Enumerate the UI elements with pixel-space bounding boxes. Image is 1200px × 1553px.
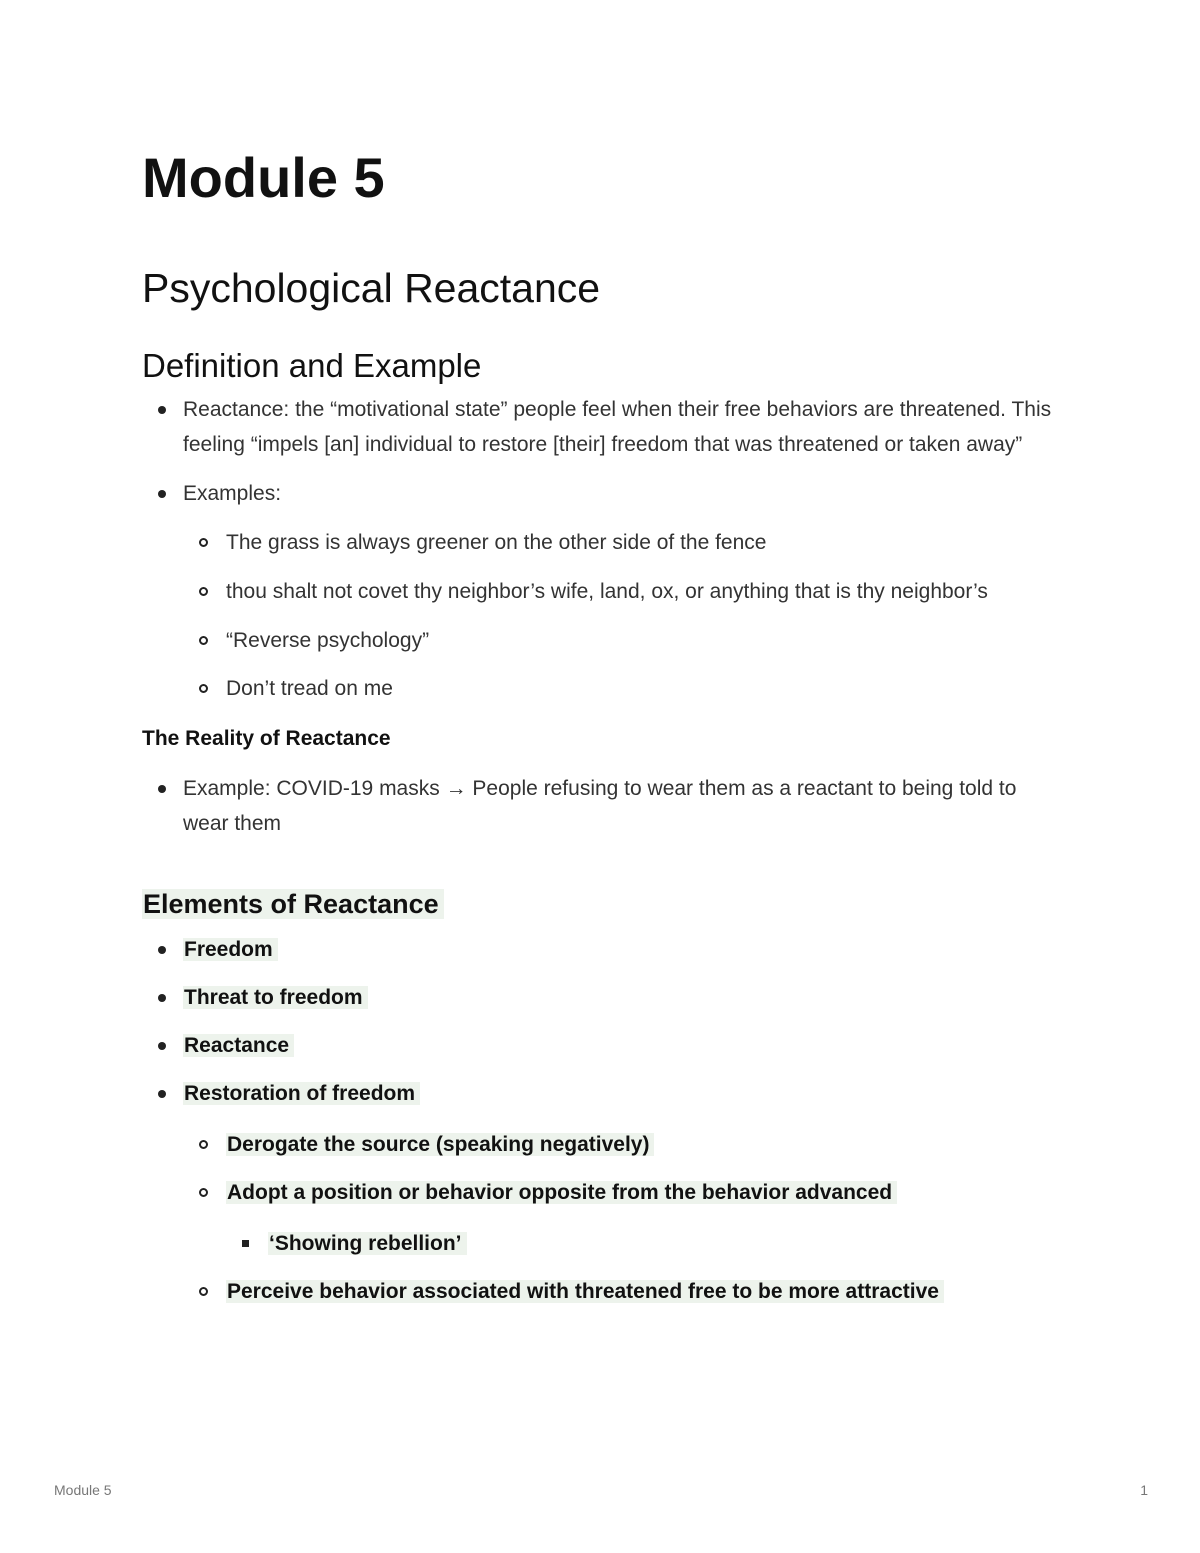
restoration-list <box>142 1127 1062 1309</box>
document-page <box>142 140 1062 1309</box>
page-title: Module 5 <box>142 146 385 209</box>
list-item-restoration <box>142 1076 1062 1309</box>
list-item-adopt <box>183 1175 1062 1261</box>
element-threat: Threat to freedom <box>183 986 368 1009</box>
restoration-adopt: Adopt a position or behavior opposite from the behavior advanced <box>226 1181 897 1204</box>
list-item-threat <box>142 980 1062 1015</box>
adopt-showing-rebellion: ‘Showing rebellion’ <box>268 1232 467 1255</box>
heading-reality-of-reactance: The Reality of Reactance <box>142 727 391 750</box>
elements-list <box>142 932 1062 1309</box>
list-item-example-grass: The grass is always greener on the other side of the fence <box>183 525 1062 560</box>
element-reactance: Reactance <box>183 1034 294 1057</box>
footer-module-label: Module 5 <box>54 1482 112 1498</box>
reality-list <box>142 771 1062 841</box>
footer-page-number: 1 <box>1140 1482 1148 1498</box>
heading-elements-of-reactance <box>142 885 1062 923</box>
list-item-example-covet: thou shalt not covet thy neighbor’s wife, land, ox, or anything that is thy neighbor’s <box>183 574 1062 609</box>
adopt-sublist <box>183 1226 1062 1261</box>
heading-psychological-reactance: Psychological Reactance <box>142 265 601 311</box>
list-item-covid-example: Example: COVID-19 masks → People refusing to wear them as a reactant to being told to wear them <box>142 771 1062 841</box>
examples-label: Examples: <box>183 482 282 505</box>
list-item-derogate <box>183 1127 1062 1162</box>
restoration-perceive: Perceive behavior associated with threatened free to be more attractive <box>226 1280 944 1303</box>
heading-definition-and-example: Definition and Example <box>142 347 482 384</box>
list-item-reactance <box>142 1028 1062 1063</box>
examples-list <box>142 525 1062 706</box>
list-item-example-dont-tread: Don’t tread on me <box>183 671 1062 706</box>
list-item-perceive <box>183 1274 1062 1309</box>
element-restoration: Restoration of freedom <box>183 1082 420 1105</box>
list-item-example-reverse-psychology: “Reverse psychology” <box>183 623 1062 658</box>
list-item-showing-rebellion <box>226 1226 1062 1261</box>
heading-elements-text: Elements of Reactance <box>142 889 444 919</box>
definition-list <box>142 392 1062 706</box>
list-item-reactance-definition: Reactance: the “motivational state” people feel when their free behaviors are threatened. This feeling “impels [an] individual to restore [their] freedom that was threatened or taken away” <box>142 392 1062 462</box>
restoration-derogate: Derogate the source (speaking negatively) <box>226 1133 654 1156</box>
list-item-freedom <box>142 932 1062 967</box>
list-item-examples <box>142 476 1062 706</box>
element-freedom: Freedom <box>183 938 278 961</box>
